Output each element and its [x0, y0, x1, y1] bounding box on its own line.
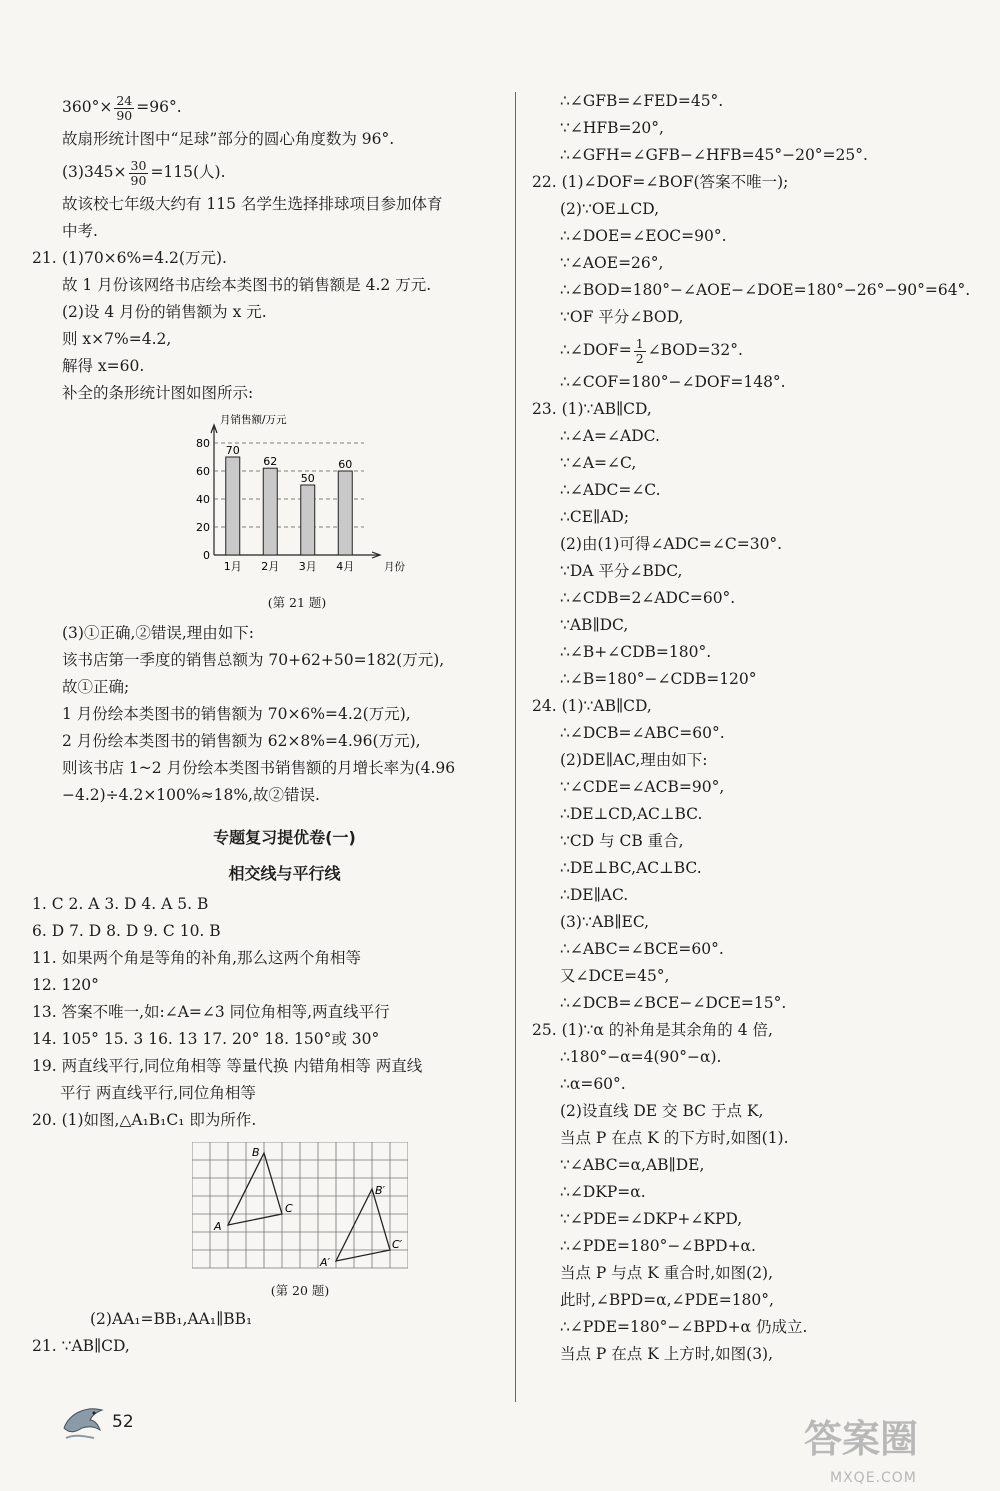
bar: [301, 485, 315, 555]
grid-diagram: [192, 1142, 408, 1270]
point-label-c1: C′: [392, 1238, 403, 1251]
text-line: 故①正确;: [62, 678, 130, 696]
bar-value-label: 50: [300, 472, 315, 485]
bar: [338, 471, 352, 555]
text-line: (2)DE∥AC,理由如下:: [560, 751, 708, 769]
y-axis-label: 月销售额/万元: [220, 414, 287, 426]
text-line: (2)AA₁=BB₁,AA₁∥BB₁: [90, 1310, 253, 1328]
text-line: 当点 P 与点 K 重合时,如图(2),: [560, 1264, 774, 1282]
fraction-line: 360°× $\frac{24}{90}$ =96°.: [62, 92, 182, 123]
page-number: 52: [112, 1412, 134, 1432]
text-line: ∴∠GFB=∠FED=45°.: [560, 92, 724, 110]
section-title: 专题复习提优卷(一): [213, 828, 356, 847]
text-line: ∴α=60°.: [560, 1075, 626, 1093]
text-line: 故 1 月份该网络书店绘本类图书的销售额是 4.2 万元.: [62, 276, 432, 294]
text-line: 则 x×7%=4.2,: [62, 330, 172, 348]
y-tick-label: 80: [196, 437, 210, 450]
text-line: ∵DA 平分∠BDC,: [560, 562, 683, 580]
answer-line: 12. 120°: [32, 976, 99, 994]
text-line: 22. (1)∠DOF=∠BOF(答案不唯一);: [532, 173, 789, 191]
text-line: ∴∠CDB=2∠ADC=60°.: [560, 589, 736, 607]
text-line: ∵∠ABC=α,AB∥DE,: [560, 1156, 705, 1174]
grid-figure: [192, 1142, 507, 1302]
answer-line: 1. C 2. A 3. D 4. A 5. B: [32, 895, 209, 913]
text-line: ∴∠DCB=∠ABC=60°.: [560, 724, 725, 742]
x-tick-label: 3月: [298, 560, 317, 573]
answer-list: [32, 891, 507, 1134]
section-subtitle: 相交线与平行线: [228, 864, 341, 883]
watermark-logo: [800, 1408, 990, 1488]
fraction: $\frac{1}{2}$: [635, 335, 644, 366]
text-line: 23. (1)∵AB∥CD,: [532, 400, 652, 418]
point-label-a: A: [214, 1220, 222, 1233]
bar: [263, 468, 277, 555]
text-line: ∵∠HFB=20°,: [560, 119, 664, 137]
text-line: ∵∠A=∠C,: [560, 454, 637, 472]
text-line: (2)∵OE⊥CD,: [560, 200, 660, 218]
text-line: −4.2)÷4.2×100%≈18%,故②错误.: [62, 786, 320, 804]
answer-line: 13. 答案不唯一,如:∠A=∠3 同位角相等,两直线平行: [32, 1003, 390, 1021]
text-line: 则该书店 1~2 月份绘本类图书销售额的月增长率为(4.96: [62, 759, 456, 777]
fraction: $\frac{30}{90}$: [130, 157, 147, 188]
answer-line: 平行 两直线平行,同位角相等: [60, 1084, 256, 1102]
x-tick-label: 4月: [336, 560, 355, 573]
text-line: ∵AB∥DC,: [560, 616, 629, 634]
answer-line: 20. (1)如图,△A₁B₁C₁ 即为所作.: [32, 1111, 257, 1129]
x-axis-label: 月份: [384, 561, 405, 573]
x-tick-label: 2月: [261, 560, 280, 573]
text-line: 当点 P 在点 K 上方时,如图(3),: [560, 1345, 774, 1363]
text-line: (2)设直线 DE 交 BC 于点 K,: [560, 1102, 764, 1120]
text-line: 21. ∵AB∥CD,: [32, 1337, 130, 1355]
text-line: ∴∠ABC=∠BCE=60°.: [560, 940, 724, 958]
right-column: [532, 88, 972, 1368]
question-line: 21. (1)70×6%=4.2(万元).: [32, 249, 227, 267]
bar-value-label: 62: [263, 455, 278, 469]
text-line: (2)由(1)可得∠ADC=∠C=30°.: [560, 535, 783, 553]
figure-caption: (第 21 题): [267, 595, 327, 610]
dolphin-logo-icon: [60, 1398, 108, 1442]
text-line: ∴∠PDE=180°−∠BPD+α.: [560, 1237, 756, 1255]
text-line: ∵CD 与 CB 重合,: [560, 832, 684, 850]
point-label-b: B: [252, 1146, 260, 1159]
text-line: 1 月份绘本类图书的销售额为 70×6%=4.2(万元),: [62, 705, 411, 723]
y-tick-label: 20: [196, 521, 210, 534]
text-line: ∴∠DKP=α.: [560, 1183, 646, 1201]
bar-value-label: 60: [338, 458, 353, 471]
text-line: 此时,∠BPD=α,∠PDE=180°,: [560, 1291, 774, 1309]
y-tick-label: 0: [203, 549, 210, 562]
text-line: ∵∠PDE=∠DKP+∠KPD,: [560, 1210, 743, 1228]
fraction-line: (3)345× $\frac{30}{90}$ =115(人).: [62, 157, 226, 188]
text-line: ∴∠DOE=∠EOC=90°.: [560, 227, 727, 245]
text-line: ∴∠B+∠CDB=180°.: [560, 643, 712, 661]
text-line: ∴∠ADC=∠C.: [560, 481, 661, 499]
text-line: ∴∠PDE=180°−∠BPD+α 仍成立.: [560, 1318, 808, 1336]
text-line: (3)①正确,②错误,理由如下:: [62, 624, 255, 642]
answer-line: 19. 两直线平行,同位角相等 等量代换 内错角相等 两直线: [32, 1057, 423, 1075]
text-line: ∴∠GFH=∠GFB−∠HFB=45°−20°=25°.: [560, 146, 868, 164]
text-line: (2)设 4 月份的销售额为 x 元.: [62, 303, 267, 321]
text-line: 该书店第一季度的销售总额为 70+62+50=182(万元),: [62, 651, 445, 669]
text-line: ∴∠A=∠ADC.: [560, 427, 660, 445]
answer-line: 6. D 7. D 8. D 9. C 10. B: [32, 922, 221, 940]
answer-line: 11. 如果两个角是等角的补角,那么这两个角相等: [32, 949, 362, 967]
text-line: ∴∠BOD=180°−∠AOE−∠DOE=180°−26°−90°=64°.: [560, 281, 971, 299]
answer-line: 14. 105° 15. 3 16. 13 17. 20° 18. 150°或 30°: [32, 1030, 380, 1048]
text-line: ∵∠CDE=∠ACB=90°,: [560, 778, 725, 796]
text-line: ∵OF 平分∠BOD,: [560, 308, 684, 326]
text-line: ∴DE⊥BC,AC⊥BC.: [560, 859, 702, 877]
fraction: $\frac{24}{90}$: [116, 92, 133, 123]
bar-chart: [182, 413, 412, 588]
x-tick-label: 1月: [223, 560, 242, 573]
text-line: 补全的条形统计图如图所示:: [62, 384, 254, 402]
text-line: ∴DE∥AC.: [560, 886, 629, 904]
text-line: 又∠DCE=45°,: [560, 967, 670, 985]
point-label-a1: A′: [320, 1256, 331, 1269]
watermark-text: 答案圈: [804, 1417, 919, 1461]
text-line: 故扇形统计图中“足球”部分的圆心角度数为 96°.: [62, 130, 395, 148]
text-line: 2 月份绘本类图书的销售额为 62×8%=4.96(万元),: [62, 732, 421, 750]
text-line: ∴180°−α=4(90°−α).: [560, 1048, 722, 1066]
text-line: ∴∠COF=180°−∠DOF=148°.: [560, 373, 786, 391]
y-tick-label: 60: [196, 465, 210, 478]
text-line: ∴∠DCB=∠BCE−∠DCE=15°.: [560, 994, 787, 1012]
text-line: (3)∵AB∥EC,: [560, 913, 650, 931]
text-line: 当点 P 在点 K 的下方时,如图(1).: [560, 1129, 789, 1147]
text-line: 故该校七年级大约有 115 名学生选择排球项目参加体育: [62, 195, 443, 213]
text-line: ∴CE∥AD;: [560, 508, 630, 526]
text-line: ∴DE⊥CD,AC⊥BC.: [560, 805, 703, 823]
text-line: 解得 x=60.: [62, 357, 145, 375]
bar-value-label: 70: [225, 444, 240, 457]
fraction-line: ∴∠DOF= $\frac{1}{2}$ ∠BOD=32°.: [560, 335, 743, 366]
column-divider: [515, 92, 516, 1402]
watermark-url: MXQE.COM: [830, 1470, 917, 1486]
figure-caption: (第 20 题): [270, 1283, 330, 1298]
text-line: ∴∠B=180°−∠CDB=120°: [560, 670, 757, 688]
point-label-b1: B′: [375, 1184, 386, 1197]
y-tick-label: 40: [196, 493, 210, 506]
text-line: 25. (1)∵α 的补角是其余角的 4 倍,: [532, 1021, 773, 1039]
bar: [226, 457, 240, 555]
point-label-c: C: [285, 1202, 293, 1215]
left-column: [32, 88, 507, 1360]
text-line: 中考.: [62, 222, 98, 240]
text-line: 24. (1)∵AB∥CD,: [532, 697, 652, 715]
bar-chart-figure: [182, 413, 507, 614]
text-line: ∵∠AOE=26°,: [560, 254, 664, 272]
